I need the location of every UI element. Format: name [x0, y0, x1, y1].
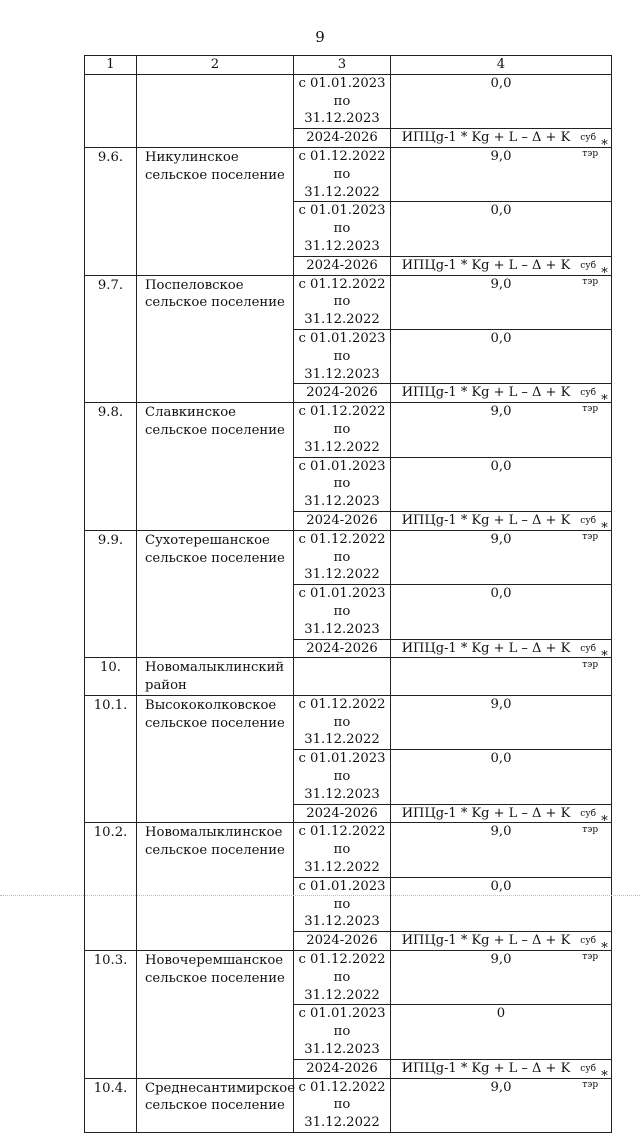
period-cell: [294, 147, 391, 201]
period-to: по 31.12.2022: [304, 549, 380, 583]
period-cell: 2024-2026: [294, 256, 391, 275]
row-number: 10.2.: [85, 823, 137, 951]
row-name-cell: [137, 658, 294, 696]
period-to: по 31.12.2023: [304, 1024, 380, 1058]
value-cell: 9,0: [391, 695, 612, 749]
period-from: с 01.01.2023: [298, 458, 386, 474]
row-name-line1: Никулинское: [145, 149, 239, 165]
period-to: по 31.12.2023: [304, 476, 380, 510]
row-name-cell: [137, 951, 294, 1079]
period-from: с 01.12.2022: [298, 824, 386, 840]
row-name-line1: Новомалыклинский: [145, 660, 285, 676]
row-number: 9.8.: [85, 403, 137, 531]
period-cell: [294, 275, 391, 329]
table-row: [85, 823, 612, 877]
row-name-line1: Среднесантимирское: [145, 1080, 296, 1096]
table-row: [85, 275, 612, 329]
formula-superscript: суб: [580, 133, 597, 144]
formula-cell: [391, 639, 612, 670]
formula-superscript: суб: [580, 515, 597, 526]
formula-superscript: суб: [580, 388, 597, 399]
row-name-line2: сельское поселение: [145, 295, 285, 311]
row-number: 10.3.: [85, 951, 137, 1079]
formula-main: ИПЦg-1 * Kg + L – Δ + K: [401, 512, 571, 528]
period-cell: [294, 750, 391, 804]
formula-superscript: суб: [580, 1063, 597, 1074]
period-from: с 01.12.2022: [298, 404, 386, 420]
formula-subscript: тэр: [582, 952, 599, 963]
row-name-cell: [137, 147, 294, 275]
formula-subscript: тэр: [582, 531, 599, 542]
formula-main: ИПЦg-1 * Kg + L – Δ + K: [401, 257, 571, 273]
carry-num-cell: [85, 74, 137, 147]
formula-superscript: суб: [580, 260, 597, 271]
period-cell: [294, 403, 391, 457]
row-name-line2: сельское поселение: [145, 550, 285, 566]
row-number: 9.9.: [85, 530, 137, 658]
period-cell: [294, 74, 391, 128]
period-cell: [294, 695, 391, 749]
period-to: по 31.12.2023: [304, 348, 380, 382]
period-to: по 31.12.2023: [304, 93, 380, 127]
row-name-cell: [137, 275, 294, 403]
value-cell: 0,0: [391, 877, 612, 931]
period-to: по 31.12.2022: [304, 421, 380, 455]
table-row: [85, 695, 612, 749]
value-cell: 9,0: [391, 951, 612, 1005]
period-from: с 01.12.2022: [298, 148, 386, 164]
formula-main: ИПЦg-1 * Kg + L – Δ + K: [401, 805, 571, 821]
tariff-table: [84, 55, 612, 1133]
row-name-line1: Славкинское: [145, 405, 236, 421]
period-from: с 01.12.2022: [298, 531, 386, 547]
table-row: [85, 530, 612, 584]
period-from: с 01.01.2023: [298, 330, 386, 346]
row-number: 9.7.: [85, 275, 137, 403]
formula-asterisk: *: [601, 941, 608, 957]
period-cell: [294, 823, 391, 877]
row-name-line1: Высококолковское: [145, 697, 277, 713]
row-number: 9.6.: [85, 147, 137, 275]
formula-main: ИПЦg-1 * Kg + L – Δ + K: [401, 385, 571, 401]
formula-asterisk: *: [601, 813, 608, 829]
value-cell: 9,0: [391, 1078, 612, 1132]
row-number: 10.1.: [85, 695, 137, 823]
period-cell: [294, 329, 391, 383]
value-cell: 0,0: [391, 585, 612, 639]
period-from: с 01.01.2023: [298, 203, 386, 219]
formula-main: ИПЦg-1 * Kg + L – Δ + K: [401, 130, 571, 146]
row-name-cell: [137, 403, 294, 531]
period-cell: [294, 585, 391, 639]
row-name-line1: Новочеремшанское: [145, 953, 284, 969]
period-cell: 2024-2026: [294, 511, 391, 530]
formula-superscript: суб: [580, 808, 597, 819]
formula-asterisk: *: [601, 1068, 608, 1084]
period-from: с 01.12.2022: [298, 696, 386, 712]
period-to: по 31.12.2023: [304, 769, 380, 802]
formula-subscript: тэр: [582, 1079, 599, 1090]
period-from: с 01.12.2022: [298, 952, 386, 968]
period-to: по 31.12.2023: [304, 896, 380, 930]
period-cell: 2024-2026: [294, 129, 391, 148]
value-cell: 9,0: [391, 403, 612, 457]
formula-superscript: суб: [580, 643, 597, 654]
header-row: [85, 56, 612, 75]
period-cell: 2024-2026: [294, 384, 391, 403]
period-from: с 01.12.2022: [298, 276, 386, 292]
period-cell: [294, 202, 391, 256]
period-to: по 31.12.2022: [304, 1097, 380, 1131]
period-cell: 2024-2026: [294, 1059, 391, 1078]
period-to: по 31.12.2023: [304, 603, 380, 637]
formula-asterisk: *: [601, 520, 608, 536]
formula-asterisk: *: [601, 265, 608, 281]
period-cell: [294, 457, 391, 511]
formula-asterisk: *: [601, 648, 608, 664]
row-number: 10.4.: [85, 1078, 137, 1132]
row-name-cell: [137, 530, 294, 658]
period-from: с 01.12.2022: [298, 1079, 386, 1095]
row-name-line2: сельское поселение: [145, 422, 285, 438]
row-name-line1: Поспеловское: [145, 277, 244, 293]
formula-subscript: тэр: [582, 824, 599, 835]
value-cell: 9,0: [391, 530, 612, 584]
formula-main: ИПЦg-1 * Kg + L – Δ + K: [401, 1060, 571, 1076]
header-col-4: 4: [391, 56, 612, 75]
period-from: с 01.01.2023: [298, 75, 386, 91]
formula-subscript: тэр: [582, 149, 599, 160]
formula-subscript: тэр: [582, 659, 599, 670]
period-cell: 2024-2026: [294, 639, 391, 658]
period-to: по 31.12.2023: [304, 221, 380, 254]
table-row: [85, 403, 612, 457]
value-cell: 0,0: [391, 750, 612, 804]
table-row: [85, 74, 612, 128]
row-name-line2: сельское поселение: [145, 1098, 285, 1114]
formula-asterisk: *: [601, 393, 608, 409]
row-name-cell: [137, 695, 294, 823]
period-to: по 31.12.2022: [304, 166, 380, 200]
period-cell: [294, 1078, 391, 1132]
value-cell: 9,0: [391, 147, 612, 201]
value-cell: 9,0: [391, 275, 612, 329]
formula-main: ИПЦg-1 * Kg + L – Δ + K: [401, 933, 571, 949]
formula-main: ИПЦg-1 * Kg + L – Δ + K: [401, 640, 571, 656]
formula-subscript: тэр: [582, 404, 599, 415]
period-from: с 01.01.2023: [298, 586, 386, 602]
empty-cell: [391, 658, 612, 696]
period-cell: [294, 1005, 391, 1059]
header-col-2: 2: [137, 56, 294, 75]
row-name-line1: Сухотерешанское: [145, 532, 270, 548]
table-row: [85, 658, 612, 696]
table-row: [85, 1078, 612, 1132]
row-name-cell: [137, 1078, 294, 1132]
formula-subscript: тэр: [582, 276, 599, 287]
row-name-line2: сельское поселение: [145, 970, 285, 986]
table-row: [85, 951, 612, 1005]
period-to: по 31.12.2022: [304, 714, 380, 748]
period-cell: [294, 530, 391, 584]
row-name-line2: сельское поселение: [145, 167, 285, 183]
header-col-3: 3: [294, 56, 391, 75]
header-col-1: 1: [85, 56, 137, 75]
period-from: с 01.01.2023: [298, 751, 386, 767]
formula-superscript: суб: [580, 936, 597, 947]
row-name-line2: район: [145, 678, 187, 694]
empty-cell: [294, 658, 391, 696]
row-name-cell: [137, 823, 294, 951]
carry-name-cell: [137, 74, 294, 147]
period-cell: 2024-2026: [294, 932, 391, 951]
value-cell: 0,0: [391, 74, 612, 128]
page-number: 9: [315, 28, 325, 46]
value-cell: 0: [391, 1005, 612, 1059]
period-to: по 31.12.2022: [304, 294, 380, 328]
period-from: с 01.01.2023: [298, 878, 386, 894]
formula-asterisk: *: [601, 138, 608, 154]
period-to: по 31.12.2022: [304, 842, 380, 876]
row-name-line1: Новомалыклинское: [145, 825, 283, 841]
row-number: 10.: [85, 658, 137, 696]
period-to: по 31.12.2022: [304, 969, 380, 1003]
scan-margin-line: [0, 895, 640, 897]
row-name-line2: сельское поселение: [145, 715, 285, 731]
period-cell: [294, 951, 391, 1005]
value-cell: 0,0: [391, 457, 612, 511]
period-cell: 2024-2026: [294, 804, 391, 823]
value-cell: 0,0: [391, 202, 612, 256]
value-cell: 0,0: [391, 329, 612, 383]
table-row: [85, 147, 612, 201]
row-name-line2: сельское поселение: [145, 843, 285, 859]
period-from: с 01.01.2023: [298, 1006, 386, 1022]
value-cell: 9,0: [391, 823, 612, 877]
